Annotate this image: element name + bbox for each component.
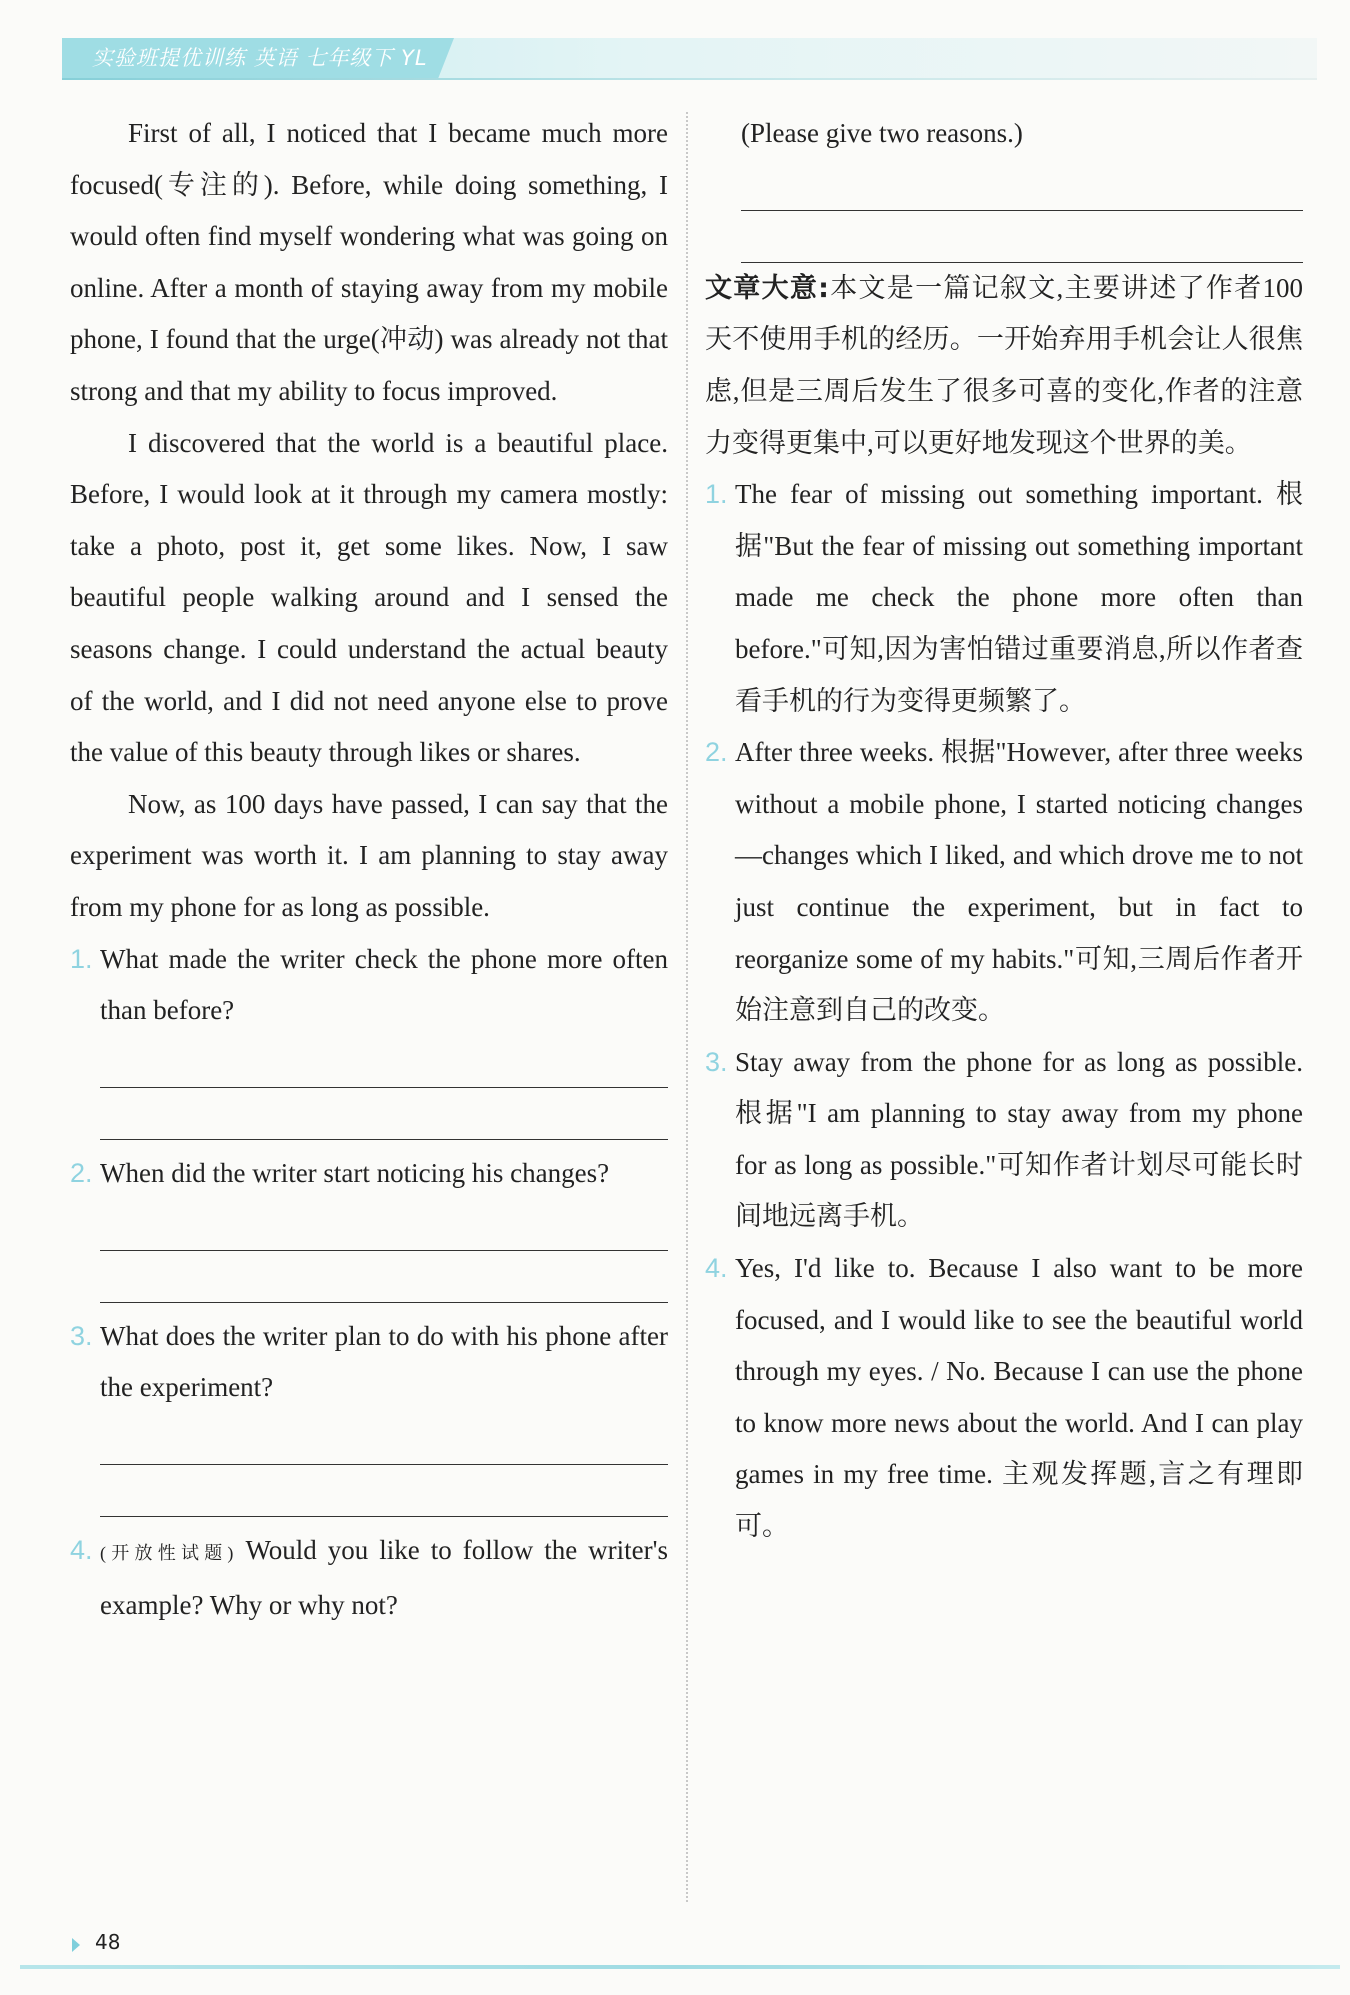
answer-text: Yes, I'd like to. Because I also want to be more focused, and I would like to see the beautiful world through my eyes. / No. Because I can use the phone to know more news about the world. And I can play games in my free time. 主观发挥题,言之有理即可。 [735, 1253, 1303, 1542]
answer-line[interactable] [741, 160, 1303, 212]
answer-number: 3. [705, 1046, 728, 1077]
answer-line[interactable] [100, 1414, 668, 1466]
answer-item [705, 1037, 1303, 1243]
question-number: 2. [70, 1157, 93, 1188]
answer-item [705, 727, 1303, 1037]
answer-item [705, 469, 1303, 727]
answer-line[interactable] [100, 1465, 668, 1517]
question-item [70, 1311, 668, 1414]
answer-text: Stay away from the phone for as long as possible. 根据"I am planning to stay away from my phone for as long as possible."可知作者计划尽可能长时间地远离手机。 [735, 1046, 1303, 1232]
answer-number: 2. [705, 737, 728, 768]
question-text: Would you like to follow the writer's example? Why or why not? [100, 1535, 669, 1620]
running-header-title: 实验班提优训练 英语 七年级下 YL [92, 46, 428, 70]
answer-number: 1. [705, 479, 728, 510]
open-question-tag: (开放性试题) [100, 1543, 235, 1564]
question-number: 1. [70, 943, 93, 974]
answer-text: After three weeks. 根据"However, after three weeks without a mobile phone, I started noticing changes—changes which I liked, and which drove me to not just continue the experiment, but in fact to reorganize some of my habits."可知,三周后作者开始注意到自己的改变。 [735, 737, 1303, 1026]
question-item [70, 1525, 668, 1631]
answer-item [705, 1243, 1303, 1553]
answer-number: 4. [705, 1253, 728, 1284]
page-marker-arrow-icon [72, 1938, 80, 1952]
passage-paragraph: Now, as 100 days have passed, I can say that the experiment was worth it. I am planning to stay away from my phone for as long as possible. [70, 788, 668, 922]
answer-line[interactable] [100, 1199, 668, 1251]
question-continuation: (Please give two reasons.) [741, 118, 1023, 148]
right-column [705, 108, 1303, 1553]
question-text: What does the writer plan to do with his phone after the experiment? [100, 1320, 668, 1403]
answer-text: The fear of missing out something important. 根据"But the fear of missing out something important made me check the phone more often than before."可知,因为害怕错过重要消息,所以作者查看手机的行为变得更频繁了。 [735, 479, 1303, 716]
question-number: 3. [70, 1320, 93, 1351]
footer-rule [20, 1965, 1340, 1969]
answer-line[interactable] [100, 1037, 668, 1089]
question-item [70, 1148, 668, 1200]
article-summary [705, 263, 1303, 469]
header-rule [62, 78, 1317, 80]
column-divider [686, 112, 688, 1902]
left-column [70, 108, 668, 1631]
passage-paragraph: I discovered that the world is a beautiful place. Before, I would look at it through my camera mostly: take a photo, post it, get some likes. Now, I saw beautiful people walking around and I sensed the seasons change. I could understand the actual beauty of the world, and I did not need anyone else to prove the value of this beauty through likes or shares. [70, 427, 668, 768]
answer-line[interactable] [741, 211, 1303, 263]
question-text: When did the writer start noticing his changes? [100, 1157, 610, 1188]
summary-label: 文章大意: [705, 272, 829, 304]
question-text: What made the writer check the phone more often than before? [100, 943, 668, 1026]
passage-paragraph: First of all, I noticed that I became much more focused(专注的). Before, while doing something, I would often find myself wondering what was going on online. After a month of staying away from my mobile phone, I found that the urge(冲动) was already not that strong and that my ability to focus improved. [70, 118, 668, 406]
summary-text: 本文是一篇记叙文,主要讲述了作者100天不使用手机的经历。一开始弃用手机会让人很焦虑,但是三周后发生了很多可喜的变化,作者的注意力变得更集中,可以更好地发现这个世界的美。 [705, 272, 1303, 458]
question-number: 4. [70, 1535, 93, 1566]
answer-line[interactable] [100, 1088, 668, 1140]
page-number: 48 [95, 1930, 121, 1954]
answer-line[interactable] [100, 1251, 668, 1303]
question-item [70, 934, 668, 1037]
